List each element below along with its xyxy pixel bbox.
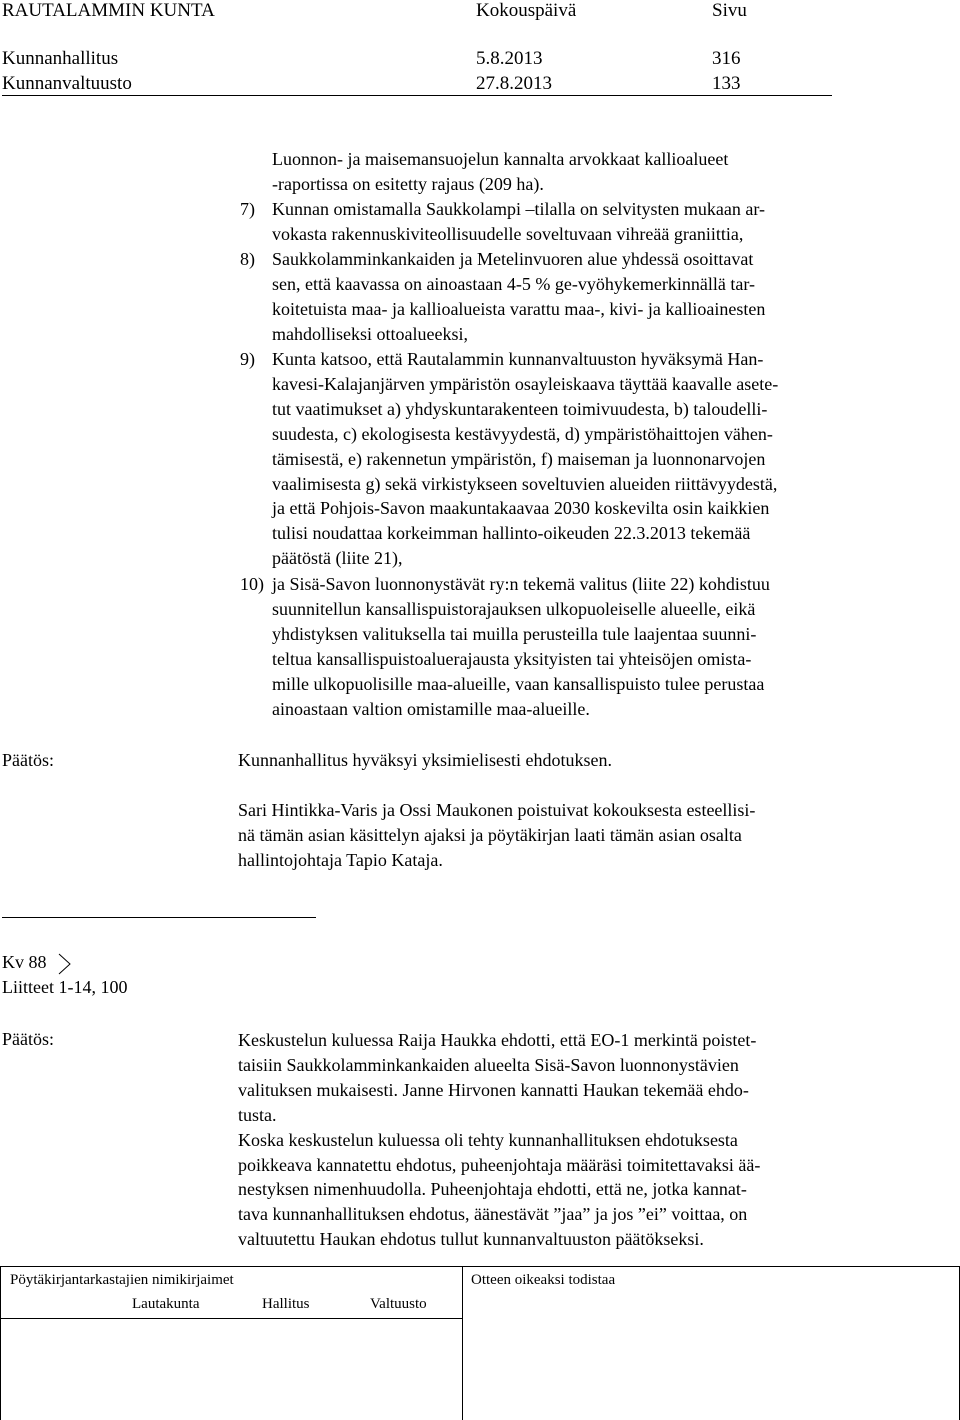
meeting-date: 5.8.2013 (476, 48, 543, 69)
header-underline (2, 95, 832, 96)
text-line: teltua kansallispuistoaluerajausta yksityisten tai yhteisöjen omista- (272, 648, 752, 669)
text-line: -raportissa on esitetty rajaus (209 ha). (272, 173, 544, 194)
attachments: Liitteet 1-14, 100 (2, 977, 128, 997)
text-line: vokasta rakennuskiviteollisuudelle soveltuvaan vihreää graniittia, (272, 223, 744, 244)
text-line: sen, että kaavassa on ainoastaan 4-5 % ge-vyöhykemerkinnällä tar- (272, 273, 755, 294)
text-line: Koska keskustelun kuluessa oli tehty kunnanhallituksen ehdotuksesta (238, 1129, 738, 1150)
decision-text (238, 1028, 760, 1252)
text-line: ja Sisä-Savon luonnonystävät ry:n tekemä valitus (liite 22) kohdistuu (272, 574, 770, 594)
item-text (272, 572, 770, 721)
text-line: mille ulkopuolisille maa-alueille, vaan kansallispuisto tulee perustaa (272, 673, 765, 694)
signature-column-lautakunta: Lautakunta (132, 1296, 200, 1312)
text-line: Sari Hintikka-Varis ja Ossi Maukonen poistuivat kokouksesta esteellisi- (238, 800, 756, 820)
text-line: tut vaatimukset a) yhdyskuntarakenteen toimivuudesta, b) taloudelli- (272, 398, 768, 419)
footer-divider (462, 1266, 463, 1420)
text-line: tusta. (238, 1104, 277, 1125)
decision-label: Päätös: (2, 1029, 54, 1049)
organization-name: RAUTALAMMIN KUNTA (2, 0, 215, 21)
signature-column-valtuusto: Valtuusto (370, 1296, 427, 1312)
text-line: Saukkolamminkankaiden ja Metelinvuoren alue yhdessä osoittavat (272, 249, 754, 269)
text-line: hallintojohtaja Tapio Kataja. (238, 849, 443, 870)
item-text (272, 197, 765, 247)
footer-top-rule (0, 1266, 960, 1267)
text-line: ja että Pohjois-Savon maakuntakaavaa 2030 koskevilta osin kaikkien (272, 498, 770, 519)
item-number: 10) (240, 574, 264, 594)
item-text (272, 347, 778, 571)
footer-left-border (0, 1266, 1, 1420)
text-line: nestyksen nimenhuudolla. Puheenjohtaja ehdotti, että ne, jotka kannat- (238, 1179, 747, 1200)
text-line: poikkeava kannatettu ehdotus, puheenjohtaja määräsi toimitettavaksi ää- (238, 1154, 761, 1175)
item-number: 7) (240, 199, 255, 219)
text-line: vaalimisesta g) sekä virkistykseen soveltuvien alueiden riittävyydestä, (272, 473, 778, 494)
text-line: Keskustelun kuluessa Raija Haukka ehdotti, että EO-1 merkintä poistet- (238, 1030, 757, 1050)
page-number: 133 (712, 73, 741, 94)
item-number: 9) (240, 349, 255, 369)
page-number: 316 (712, 48, 741, 69)
section-separator (2, 917, 316, 918)
text-line: koitetuista maa- ja kallioalueista varattu maa-, kivi- ja kallioainesten (272, 298, 766, 319)
decision-text: Kunnanhallitus hyväksyi yksimielisesti ehdotuksen. (238, 750, 612, 770)
text-line: Kunnan omistamalla Saukkolampi –tilalla on selvitysten mukaan ar- (272, 199, 766, 219)
text-line: tulisi noudattaa korkeimman hallinto-oikeuden 22.3.2013 tekemää (272, 523, 751, 544)
item-text (272, 247, 765, 347)
text-line: suunnitellun kansallispuistorajauksen ulkopuoleiselle alueelle, eikä (272, 598, 756, 619)
text-line: mahdolliseksi ottoalueeksi, (272, 323, 468, 344)
text-line: nä tämän asian käsittelyn ajaksi ja pöytäkirjan laati tämän asian osalta (238, 824, 742, 845)
decision-note (238, 798, 755, 873)
text-line: valituksen mukaisesti. Janne Hirvonen kannatti Haukan tekemää ehdo- (238, 1079, 749, 1100)
text-line: suudesta, c) ekologisesta kestävyydestä, d) ympäristöhaittojen vähen- (272, 423, 773, 444)
signatures-label: Pöytäkirjantarkastajien nimikirjaimet (10, 1272, 234, 1288)
text-line: kavesi-Kalajanjärven ympäristön osayleiskaava täyttää kaavalle asete- (272, 373, 779, 394)
body-name: Kunnanvaltuusto (2, 73, 132, 94)
decision-label: Päätös: (2, 750, 54, 770)
text-line: Kunta katsoo, että Rautalammin kunnanvaltuuston hyväksymä Han- (272, 349, 764, 369)
page-label: Sivu (712, 0, 747, 21)
meeting-date: 27.8.2013 (476, 73, 552, 94)
text-line: taisiin Saukkolamminkankaiden alueelta Sisä-Savon luonnonystävien (238, 1054, 739, 1075)
text-line: ainoastaan valtion omistamille maa-alueille. (272, 698, 590, 719)
body-name: Kunnanhallitus (2, 48, 119, 69)
kv-ref: Kv 88 (2, 952, 47, 972)
item-number: 8) (240, 249, 255, 269)
certified-label: Otteen oikeaksi todistaa (471, 1272, 616, 1288)
text-line: tava kunnanhallituksen ehdotus, äänestävät ”jaa” ja jos ”ei” voittaa, on (238, 1204, 748, 1225)
signature-column-hallitus: Hallitus (262, 1296, 310, 1312)
section-mark-icon (58, 953, 72, 975)
continuation-text (272, 147, 728, 197)
text-line: tämisestä, e) rakennetun ympäristön, f) maiseman ja luonnonarvojen (272, 448, 766, 469)
text-line: yhdistyksen valituksella tai muilla perusteilla tule laajentaa suunni- (272, 623, 757, 644)
text-line: päätöstä (liite 21), (272, 548, 403, 569)
text-line: Luonnon- ja maisemansuojelun kannalta arvokkaat kallioalueet (272, 149, 729, 169)
signature-row-rule (0, 1318, 462, 1319)
text-line: valtuutettu Haukan ehdotus tullut kunnanvaltuuston päätökseksi. (238, 1229, 704, 1250)
meeting-day-label: Kokouspäivä (476, 0, 577, 21)
